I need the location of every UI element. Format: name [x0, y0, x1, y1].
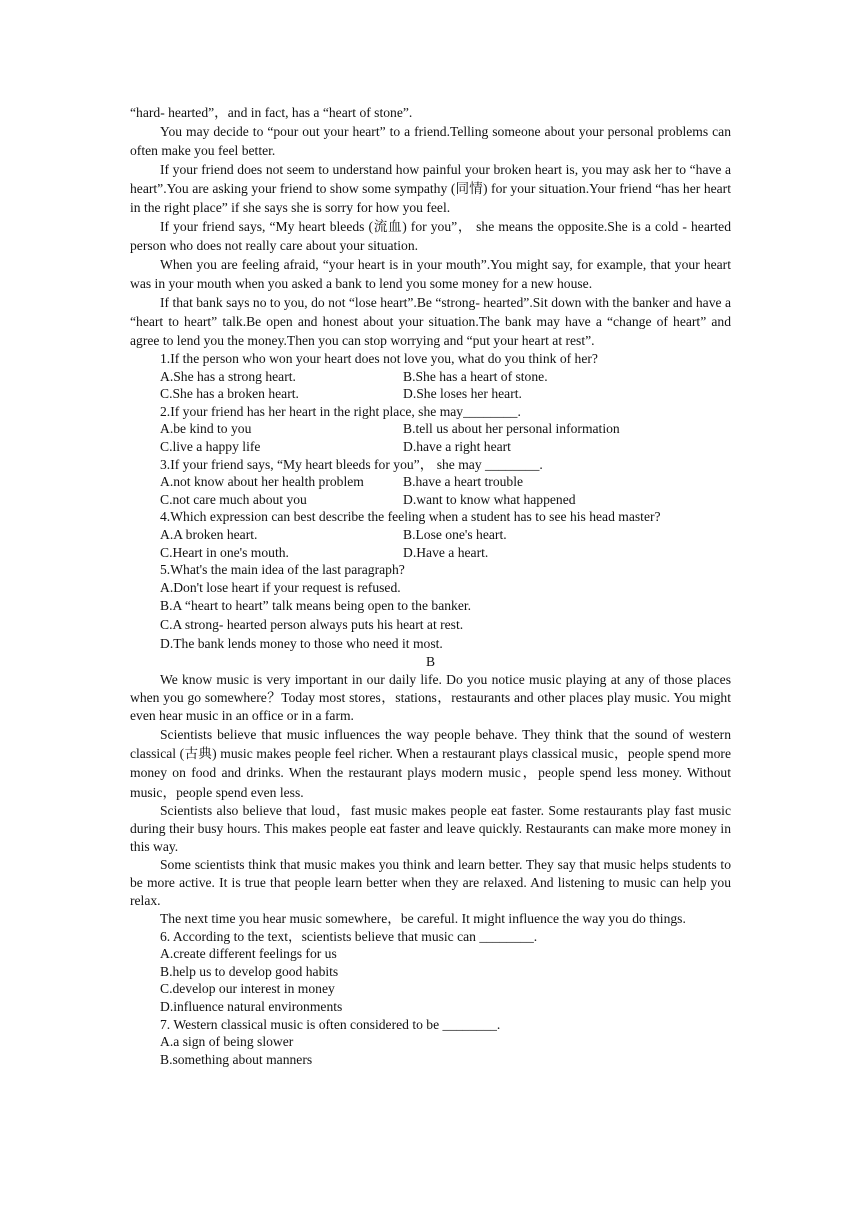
option-row	[130, 368, 731, 386]
question-stem: 1.If the person who won your heart does not love you, what do you think of her?	[160, 351, 598, 366]
option-row	[130, 491, 731, 509]
option: A.create different feelings for us	[160, 946, 337, 962]
paragraph: The next time you hear music somewhere，be careful. It might influence the way you do things.	[160, 910, 686, 926]
option: A.not know about her health problem	[160, 474, 364, 490]
option: C.Heart in one's mouth.	[160, 544, 289, 560]
option: C.She has a broken heart.	[160, 386, 299, 402]
option-row	[130, 420, 731, 438]
option-row	[130, 544, 731, 562]
option: B.tell us about her personal information	[403, 421, 620, 437]
option: D.She loses her heart.	[403, 386, 522, 402]
paragraph: If that bank says no to you, do not “lose heart”.Be “strong- hearted”.Sit down with the banker and have a “heart to heart” talk.Be open and honest about your situation.The bank may have a “change of heart” and agree to lend you the money.Then you can stop worrying and “put your heart at rest”.	[130, 295, 731, 348]
option: D.The bank lends money to those who need it most.	[160, 636, 443, 652]
option-row	[130, 438, 731, 456]
document-page	[130, 103, 731, 1068]
option: A.A broken heart.	[160, 526, 258, 542]
option: C.not care much about you	[160, 491, 307, 507]
option: A.a sign of being slower	[160, 1034, 294, 1050]
option-row	[130, 473, 731, 491]
option: D.Have a heart.	[403, 544, 489, 560]
paragraph: Scientists also believe that loud，fast music makes people eat faster. Some restaurants play fast music during their busy hours. This makes people eat faster and leave quickly. Restaurants can make more money in this way.	[130, 803, 731, 855]
paragraph: When you are feeling afraid, “your heart is in your mouth”.You might say, for example, that your heart was in your mouth when you asked a bank to lend you some money for a new house.	[130, 257, 731, 291]
paragraph: Some scientists think that music makes you think and learn better. They say that music helps students to be more active. It is true that people learn better when they are relaxed. And listening to music can help you relax.	[130, 856, 731, 908]
option: C.A strong- hearted person always puts his heart at rest.	[160, 617, 464, 633]
question-stem: 2.If your friend has her heart in the right place, she may________.	[160, 403, 521, 419]
paragraph: If your friend does not seem to understand how painful your broken heart is, you may ask her to “have a heart”.You are asking your friend to show some sympathy (同情) for your situation.Your friend “has her heart in the right place” if she says she is sorry for how you feel.	[130, 162, 731, 215]
question-stem: 6. According to the text，scientists believe that music can ________.	[160, 928, 538, 944]
paragraph: If your friend says, “My heart bleeds (流血) for you”， she means the opposite.She is a cold - hearted person who does not really care about your situation.	[130, 219, 731, 253]
option: D.influence natural environments	[160, 998, 343, 1014]
option: B.Lose one's heart.	[403, 526, 507, 542]
paragraph: Scientists believe that music influences the way people behave. They think that the sound of western classical (古典) music makes people feel richer. When a restaurant plays classical music，people spend more money on food and drinks. When the restaurant plays modern music，people spend less money. Without music，people spend even less.	[130, 726, 731, 800]
option: D.want to know what happened	[403, 491, 576, 507]
question-stem: 5.What's the main idea of the last paragraph?	[160, 562, 405, 578]
paragraph: We know music is very important in our daily life. Do you notice music playing at any of those places when you go somewhere？Today most stores，stations，restaurants and other places play music. You might even hear music in an office or in a farm.	[130, 671, 731, 723]
question-stem: 7. Western classical music is often considered to be ________.	[160, 1016, 501, 1032]
option: B.something about manners	[160, 1051, 313, 1067]
paragraph: “hard- hearted”，and in fact, has a “heart of stone”.	[130, 105, 413, 120]
option: A.be kind to you	[160, 421, 252, 437]
section-heading: B	[425, 654, 436, 670]
option: B.have a heart trouble	[403, 474, 524, 490]
option: B.A “heart to heart” talk means being open to the banker.	[160, 598, 472, 614]
option-row	[130, 385, 731, 403]
question-stem: 3.If your friend says, “My heart bleeds for you”， she may ________.	[160, 456, 543, 472]
option: A.Don't lose heart if your request is refused.	[160, 579, 401, 595]
option-row	[130, 526, 731, 544]
paragraph: You may decide to “pour out your heart” to a friend.Telling someone about your personal problems can often make you feel better.	[130, 124, 731, 158]
option: D.have a right heart	[403, 438, 511, 454]
option: B.She has a heart of stone.	[403, 368, 548, 384]
option: B.help us to develop good habits	[160, 963, 339, 979]
option: A.She has a strong heart.	[160, 368, 296, 384]
option: C.develop our interest in money	[160, 981, 335, 997]
question-stem: 4.Which expression can best describe the feeling when a student has to see his head master?	[160, 509, 661, 525]
option: C.live a happy life	[160, 438, 261, 454]
